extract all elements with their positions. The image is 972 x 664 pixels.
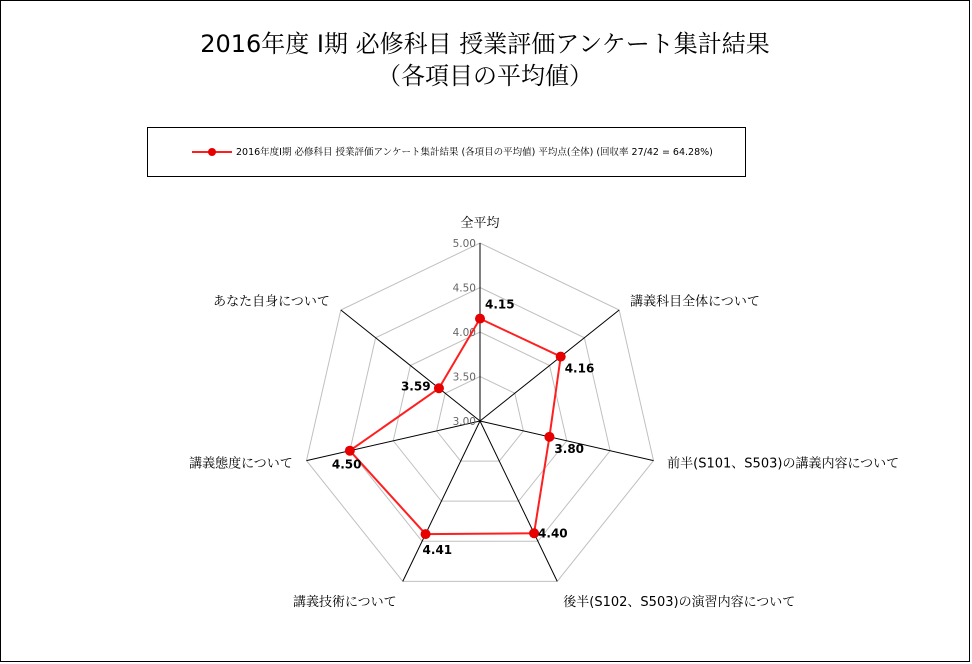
axis-spoke <box>480 310 619 421</box>
radar-chart <box>1 1 971 663</box>
data-label: 3.59 <box>400 379 431 394</box>
data-label: 4.15 <box>485 297 515 312</box>
tick-label: 4.50 <box>452 282 476 295</box>
data-label: 3.80 <box>554 441 585 456</box>
category-label: 講義技術について <box>292 594 397 610</box>
category-label: 前半(S101、S503)の講義内容について <box>667 456 900 472</box>
data-point <box>345 446 355 456</box>
category-label: 講義態度について <box>189 456 293 472</box>
legend-label: 2016年度I期 必修科目 授業評価アンケート集計結果 (各項目の平均値) 平均点(全体) (回収率 27/42 = 64.28%) <box>236 147 713 158</box>
category-label: 後半(S102、S503)の演習内容について <box>563 594 796 610</box>
data-label: 4.40 <box>538 526 568 541</box>
category-label: あなた自身について <box>213 294 330 310</box>
category-label: 全平均 <box>460 216 500 231</box>
data-label: 4.41 <box>422 543 453 558</box>
data-point <box>434 383 444 393</box>
data-label: 4.16 <box>564 361 595 376</box>
data-point <box>421 529 431 539</box>
data-label: 4.50 <box>331 457 362 472</box>
data-point <box>475 314 485 324</box>
chart-subtitle: （各項目の平均値） <box>377 62 593 90</box>
tick-label: 3.00 <box>452 416 476 428</box>
category-label: 講義科目全体について <box>630 294 760 310</box>
tick-label: 4.00 <box>452 327 476 339</box>
data-point <box>544 432 554 442</box>
chart-title: 2016年度 I期 必修科目 授業評価アンケート集計結果 <box>200 30 770 58</box>
tick-label: 3.50 <box>452 371 476 384</box>
data-point <box>556 352 566 362</box>
tick-label: 5.00 <box>452 238 476 250</box>
